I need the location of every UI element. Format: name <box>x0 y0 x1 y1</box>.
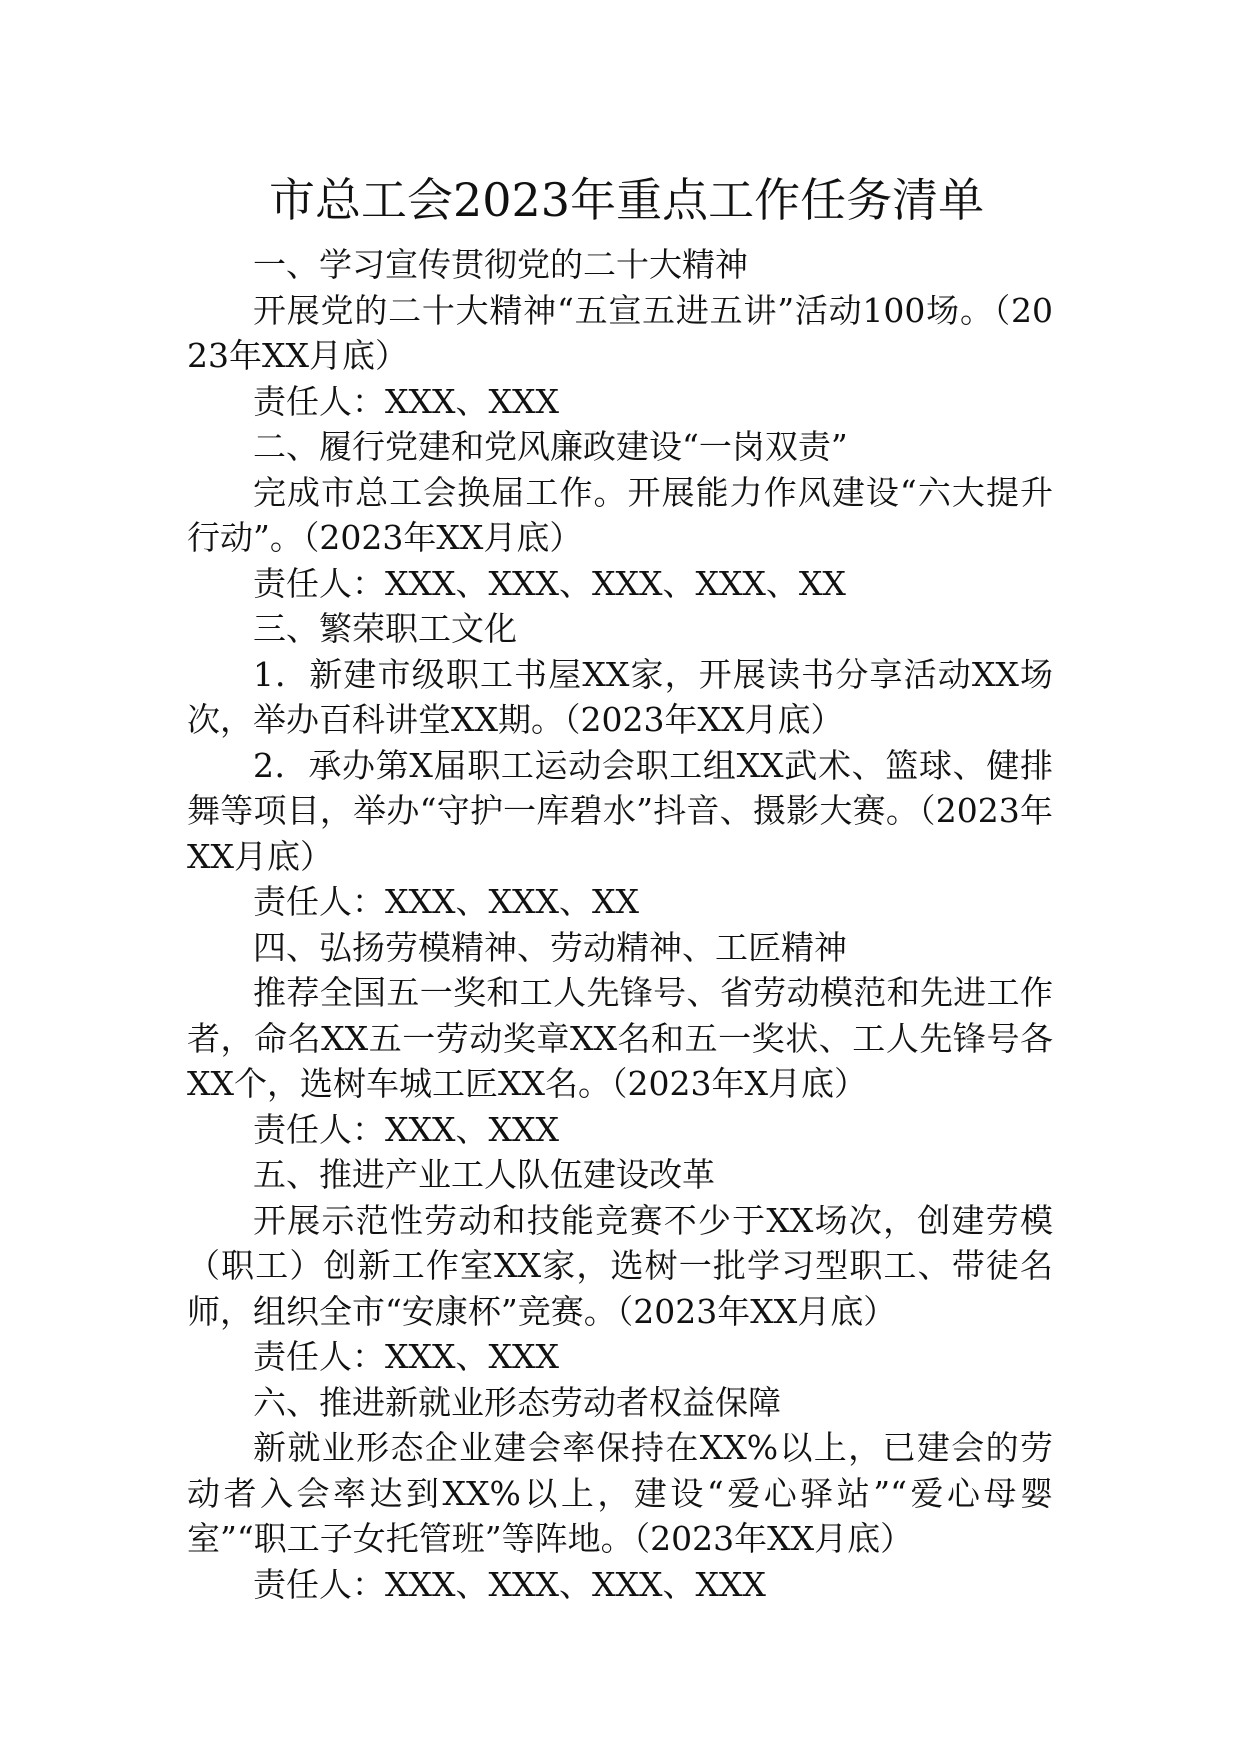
document-body <box>187 242 1053 1607</box>
section-content-2: 完成市总工会换届工作。开展能力作风建设“六大提升行动”。（2023年XX月底） <box>187 472 1053 557</box>
responsible-line-1: 责任人：XXX、XXX <box>253 381 559 421</box>
responsible-line-6: 责任人：XXX、XXX、XXX、XXX <box>253 1564 766 1604</box>
responsible-line-5: 责任人：XXX、XXX <box>253 1337 559 1376</box>
section-content-1: 开展党的二十大精神“五宣五进五讲”活动100场。（2023年XX月底） <box>187 290 1053 375</box>
section-heading-4: 四、弘扬劳模精神、劳动精神、工匠精神 <box>253 927 847 967</box>
section-heading-3: 三、繁荣职工文化 <box>253 609 517 648</box>
section-content-6: 新就业形态企业建会率保持在XX%以上，已建会的劳动者入会率达到XX%以上，建设“爱心驿站”“爱心母婴室”“职工子女托管班”等阵地。（2023年XX月底） <box>187 1428 1053 1558</box>
section-content-5: 开展示范性劳动和技能竞赛不少于XX场次，创建劳模（职工）创新工作室XX家，选树一批学习型职工、带徒名师，组织全市“安康杯”竞赛。（2023年XX月底） <box>187 1200 1053 1331</box>
section-heading-5: 五、推进产业工人队伍建设改革 <box>253 1155 715 1194</box>
section-content-3-item-1: 1．新建市级职工书屋XX家，开展读书分享活动XX场次，举办百科讲堂XX期。（2023年XX月底） <box>187 654 1053 739</box>
responsible-line-3: 责任人：XXX、XXX、XX <box>253 882 639 921</box>
document-title: 市总工会2023年重点工作任务清单 <box>269 173 985 227</box>
section-heading-1: 一、学习宣传贯彻党的二十大精神 <box>253 245 748 284</box>
section-content-4: 推荐全国五一奖和工人先锋号、省劳动模范和先进工作者，命名XX五一劳动奖章XX名和五一奖状、工人先锋号各XX个，选树车城工匠XX名。（2023年X月底） <box>187 973 1053 1103</box>
section-heading-6: 六、推进新就业形态劳动者权益保障 <box>253 1382 781 1422</box>
section-content-3-item-2: 2．承办第X届职工运动会职工组XX武术、篮球、健排舞等项目，举办“守护一库碧水”抖音、摄影大赛。（2023年XX月底） <box>187 745 1053 876</box>
section-heading-2: 二、履行党建和党风廉政建设“一岗双责” <box>253 427 848 466</box>
responsible-line-2: 责任人：XXX、XXX、XXX、XXX、XX <box>253 563 846 603</box>
responsible-line-4: 责任人：XXX、XXX <box>253 1109 559 1149</box>
document-page <box>187 158 1053 1607</box>
